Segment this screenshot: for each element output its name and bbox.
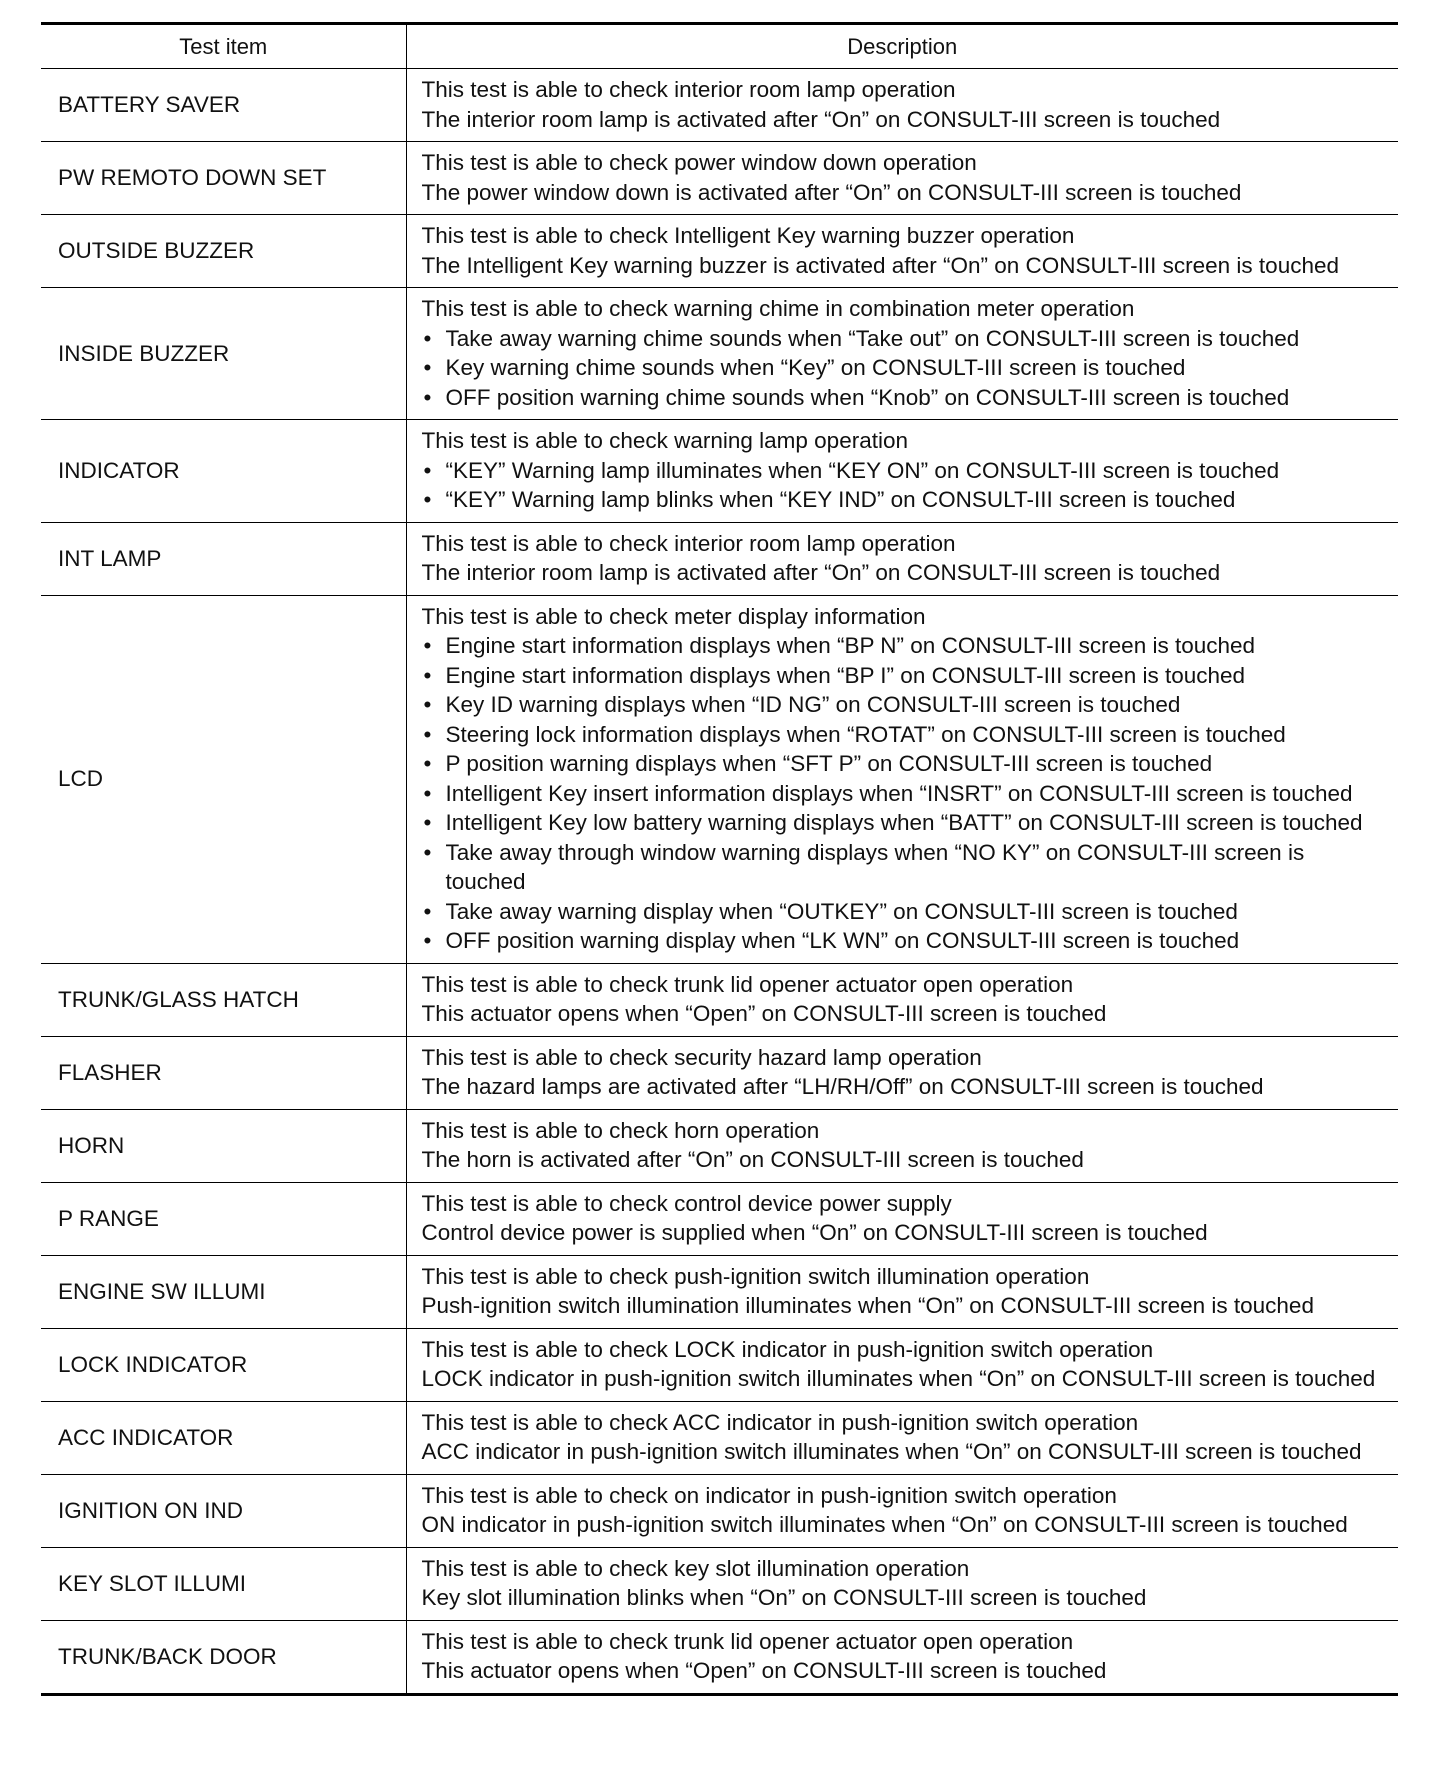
description-bullet-item: • Intelligent Key low battery warning displays when “BATT” on CONSULT-III screen is touched [422, 808, 1391, 838]
test-item-cell: PW REMOTO DOWN SET [41, 142, 406, 215]
description-line: Control device power is supplied when “On” on CONSULT-III screen is touched [421, 1220, 1208, 1245]
test-item-cell: OUTSIDE BUZZER [41, 215, 406, 288]
description-line: This test is able to check power window down operation [421, 150, 977, 175]
header-row [41, 24, 1398, 69]
table-row [41, 1328, 1398, 1401]
description-line: This actuator opens when “Open” on CONSULT-III screen is touched [421, 1658, 1107, 1683]
description-line: This test is able to check push-ignition switch illumination operation [421, 1263, 1090, 1289]
description-line: The interior room lamp is activated after “On” on CONSULT-III screen is touched [421, 560, 1221, 585]
table-row [41, 420, 1398, 523]
description-line: ON indicator in push-ignition switch illuminates when “On” on CONSULT-III screen is touched [421, 1512, 1348, 1537]
description-cell [406, 1328, 1398, 1401]
description-line: This test is able to check security hazard lamp operation [421, 1044, 982, 1070]
description-line: This test is able to check interior room lamp operation [421, 77, 956, 102]
description-cell [406, 420, 1398, 523]
description-cell [406, 69, 1398, 142]
table-row [41, 69, 1398, 142]
description-line: The interior room lamp is activated after “On” on CONSULT-III screen is touched [421, 106, 1221, 132]
description-cell [406, 215, 1398, 288]
description-bullet-item: • Key ID warning displays when “ID NG” on CONSULT-III screen is touched [422, 690, 1391, 720]
description-bullet-item: • Steering lock information displays when “ROTAT” on CONSULT-III screen is touched [422, 720, 1391, 750]
description-cell [406, 1182, 1398, 1255]
table-row [41, 1182, 1398, 1255]
table-row [41, 963, 1398, 1036]
table-row [41, 595, 1398, 963]
description-line: This test is able to check on indicator in push-ignition switch operation [421, 1482, 1117, 1508]
test-item-cell: P RANGE [41, 1182, 406, 1255]
active-test-table [41, 22, 1398, 1696]
description-header: Description [406, 24, 1398, 69]
test-item-cell: IGNITION ON IND [41, 1474, 406, 1547]
description-line: This test is able to check trunk lid opener actuator open operation [421, 971, 1074, 997]
table-row [41, 142, 1398, 215]
table-body [41, 69, 1398, 1695]
description-line: This test is able to check key slot illumination operation [421, 1555, 970, 1581]
description-line: The hazard lamps are activated after “LH/RH/Off” on CONSULT-III screen is touched [421, 1074, 1264, 1099]
table-row [41, 1109, 1398, 1182]
description-line: This test is able to check ACC indicator in push-ignition switch operation [421, 1409, 1139, 1435]
description-bullet-item: • Key warning chime sounds when “Key” on CONSULT-III screen is touched [422, 353, 1391, 383]
description-bullet-item: • OFF position warning display when “LK WN” on CONSULT-III screen is touched [422, 926, 1391, 956]
description-bullet-item: • Take away warning chime sounds when “Take out” on CONSULT-III screen is touched [422, 324, 1391, 354]
description-line: Key slot illumination blinks when “On” on CONSULT-III screen is touched [421, 1585, 1147, 1610]
description-bullet-item: • Take away warning display when “OUTKEY” on CONSULT-III screen is touched [422, 897, 1391, 927]
test-item-cell: FLASHER [41, 1036, 406, 1109]
table-row [41, 1547, 1398, 1620]
test-item-cell: BATTERY SAVER [41, 69, 406, 142]
description-cell [406, 1036, 1398, 1109]
description-cell [406, 595, 1398, 963]
test-item-cell: KEY SLOT ILLUMI [41, 1547, 406, 1620]
description-cell [406, 288, 1398, 420]
table-row [41, 288, 1398, 420]
test-item-cell: LCD [41, 595, 406, 963]
description-cell [406, 1474, 1398, 1547]
description-cell [406, 1255, 1398, 1328]
description-cell [406, 1401, 1398, 1474]
description-bullet-item: • Engine start information displays when “BP I” on CONSULT-III screen is touched [422, 661, 1391, 691]
table-row [41, 1474, 1398, 1547]
description-line: The horn is activated after “On” on CONSULT-III screen is touched [421, 1147, 1084, 1172]
description-line: This test is able to check trunk lid opener actuator open operation [421, 1628, 1074, 1654]
test-item-cell: HORN [41, 1109, 406, 1182]
description-bullet-item: • OFF position warning chime sounds when “Knob” on CONSULT-III screen is touched [422, 383, 1391, 413]
table-header [41, 24, 1398, 69]
description-cell [406, 1620, 1398, 1694]
description-line: This actuator opens when “Open” on CONSULT-III screen is touched [421, 1001, 1107, 1026]
description-line: The power window down is activated after “On” on CONSULT-III screen is touched [421, 179, 1242, 205]
description-line: LOCK indicator in push-ignition switch illuminates when “On” on CONSULT-III screen is touched [421, 1366, 1376, 1391]
table-row [41, 215, 1398, 288]
description-cell [406, 522, 1398, 595]
table-row [41, 1255, 1398, 1328]
test-item-cell: INT LAMP [41, 522, 406, 595]
test-item-cell: ACC INDICATOR [41, 1401, 406, 1474]
description-line: This test is able to check horn operation [421, 1117, 820, 1143]
description-cell [406, 1547, 1398, 1620]
description-cell [406, 1109, 1398, 1182]
description-line: This test is able to check warning chime in combination meter operation [421, 296, 1135, 321]
description-line: This test is able to check Intelligent Key warning buzzer operation [421, 223, 1075, 248]
test-item-cell: INDICATOR [41, 420, 406, 523]
table-row [41, 522, 1398, 595]
test-item-cell: TRUNK/BACK DOOR [41, 1620, 406, 1694]
table-row [41, 1401, 1398, 1474]
description-line: This test is able to check interior room lamp operation [421, 530, 956, 556]
description-cell [406, 142, 1398, 215]
description-bullet-item: • “KEY” Warning lamp blinks when “KEY IND” on CONSULT-III screen is touched [422, 485, 1391, 515]
description-line: Push-ignition switch illumination illuminates when “On” on CONSULT-III screen is touched [421, 1293, 1314, 1318]
description-bullet-item: • “KEY” Warning lamp illuminates when “KEY ON” on CONSULT-III screen is touched [422, 456, 1391, 486]
test-item-cell: ENGINE SW ILLUMI [41, 1255, 406, 1328]
test-item-header: Test item [41, 24, 406, 69]
test-item-cell: INSIDE BUZZER [41, 288, 406, 420]
description-line: This test is able to check control device power supply [421, 1190, 952, 1216]
description-line: This test is able to check meter display information [421, 603, 926, 629]
table-row [41, 1620, 1398, 1694]
description-bullet-item: • Take away through window warning displays when “NO KY” on CONSULT-III screen is touched [422, 838, 1391, 897]
description-bullet-item: • Intelligent Key insert information displays when “INSRT” on CONSULT-III screen is touched [422, 779, 1391, 809]
description-bullet-item: • P position warning displays when “SFT P” on CONSULT-III screen is touched [422, 749, 1391, 779]
description-cell [406, 963, 1398, 1036]
description-line: This test is able to check warning lamp operation [421, 428, 908, 453]
description-bullet-item: • Engine start information displays when “BP N” on CONSULT-III screen is touched [422, 631, 1391, 661]
table-row [41, 1036, 1398, 1109]
description-line: This test is able to check LOCK indicator in push-ignition switch operation [421, 1336, 1154, 1362]
test-item-cell: LOCK INDICATOR [41, 1328, 406, 1401]
description-line: ACC indicator in push-ignition switch illuminates when “On” on CONSULT-III screen is touched [421, 1439, 1362, 1464]
description-line: The Intelligent Key warning buzzer is activated after “On” on CONSULT-III screen is touched [421, 252, 1340, 278]
test-item-cell: TRUNK/GLASS HATCH [41, 963, 406, 1036]
